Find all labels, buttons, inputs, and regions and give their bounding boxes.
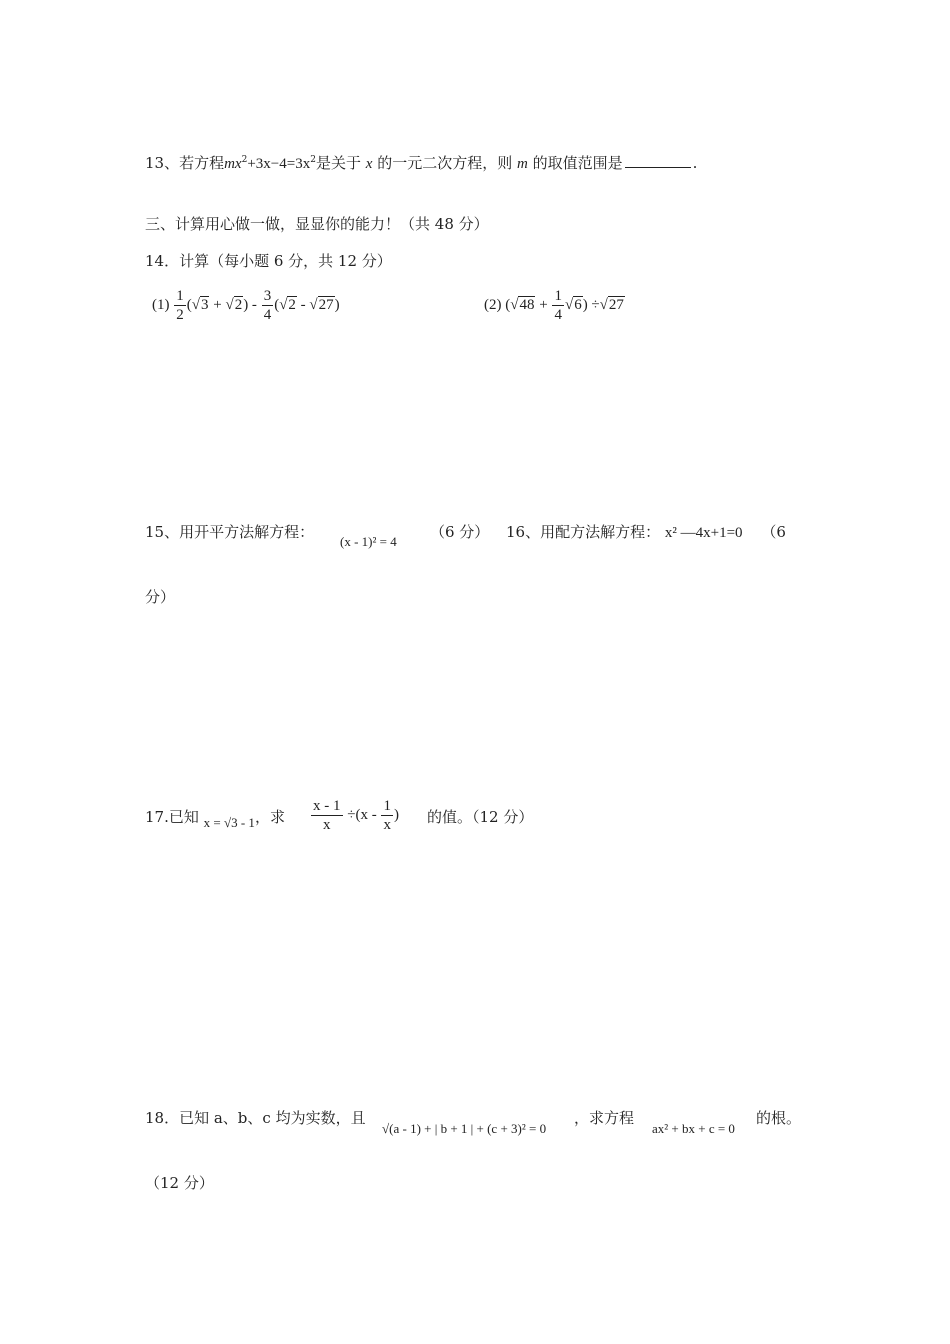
q17-prefix: 17.已知 <box>145 808 199 826</box>
q17-middle: ，求 <box>254 808 285 826</box>
question-14-title: 14．计算（每小题 6 分，共 12 分） <box>145 252 392 270</box>
q14-part1-label: (1) <box>152 296 170 313</box>
q16-text: 16、用配方法解方程： <box>506 523 661 541</box>
question-16 <box>506 521 786 542</box>
q18-middle: ，求方程 <box>574 1109 635 1127</box>
answer-blank[interactable] <box>625 155 691 168</box>
q13-suffix-3: 的取值范围是 <box>532 154 623 172</box>
q13-suffix-2: 的一元二次方程，则 <box>377 154 513 172</box>
question-15 <box>145 521 314 542</box>
fraction: $\frac{x - 1}{x}$ <box>313 798 341 833</box>
q18-score: （12 分） <box>145 1174 214 1192</box>
fraction: $\frac{1}{2}$ <box>176 288 184 323</box>
q16-score-1: （6 <box>761 523 786 541</box>
q16-score-2: 分） <box>145 588 176 606</box>
q18-equation: ax² + bx + c = 0 <box>652 1121 735 1136</box>
q15-text: 15、用开平方法解方程： <box>145 523 315 541</box>
q17-given: x = √3 - 1 <box>203 815 255 830</box>
q13-eq-m: mx <box>224 156 242 172</box>
section-3-title: 三、计算用心做一做，显显你的能力！（共 48 分） <box>145 215 489 233</box>
question-18 <box>145 1107 366 1128</box>
q18-suffix: 的根。 <box>756 1109 802 1127</box>
q13-end: . <box>692 154 698 172</box>
q13-var-x: x <box>365 156 373 172</box>
fraction: $\frac{1}{x}$ <box>383 798 391 833</box>
question-17 <box>145 806 285 831</box>
q14-part-2: (2) (√48 + $\frac{1}{4}$ √6) ÷√27 <box>484 288 624 323</box>
q15-equation: (x - 1)² = 4 <box>340 534 397 549</box>
q14-part-1: (1) $\frac{1}{2}$ (√3 + √2) - $\frac{3}{4}$ (√2 - √27) <box>152 288 340 323</box>
fraction: $\frac{1}{4}$ <box>554 288 562 323</box>
q13-eq-mid: +3x−4=3x <box>247 156 311 172</box>
q13-prefix: 13、若方程 <box>145 154 225 172</box>
q18-condition: √(a - 1) + | b + 1 | + (c + 3)² = 0 <box>382 1121 547 1136</box>
q15-score: （6 分） <box>430 523 490 541</box>
q17-expression: $\frac{x - 1}{x}$ ÷(x - $\frac{1}{x}$ ) <box>313 798 399 833</box>
question-13: 13、若方程$mx^2+3x-4=3x^2$是关于 x 的一元二次方程，则 m 的取值范围是 . <box>145 154 698 172</box>
q13-suffix-1: 是关于 <box>315 154 361 172</box>
q14-part2-label: (2) <box>484 296 502 313</box>
q16-equation: x² —4x+1=0 <box>664 525 743 541</box>
q13-var-m: m <box>517 156 528 172</box>
fraction: $\frac{3}{4}$ <box>263 288 272 323</box>
q18-prefix: 18．已知 a、b、c 均为实数，且 <box>145 1109 366 1127</box>
q17-suffix: 的值。（12 分） <box>427 808 534 826</box>
